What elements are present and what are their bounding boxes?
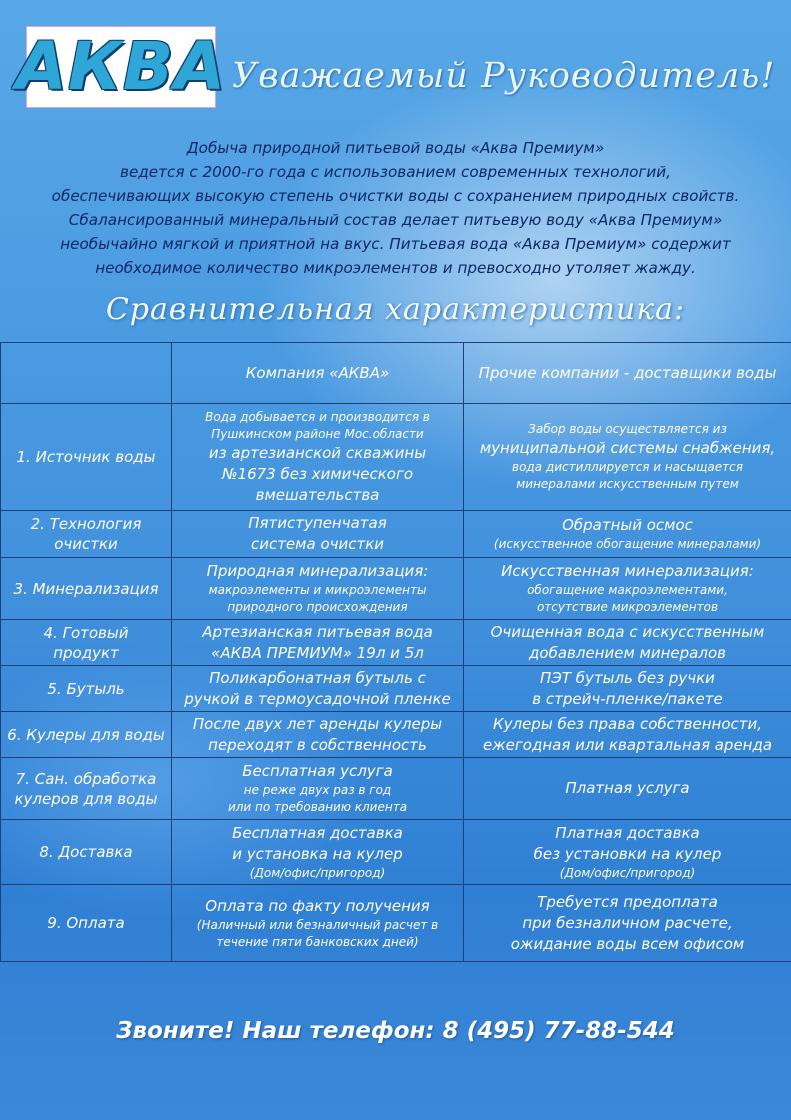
cell-line: 6. Кулеры для воды [7, 725, 165, 744]
intro-line: Сбалансированный минеральный состав делает питьевую воду «Аква Премиум» [68, 211, 723, 229]
table-row [1, 666, 791, 712]
cell-line: не реже двух раз в год [243, 783, 392, 797]
cell-line: 1. Источник воды [16, 448, 156, 466]
table-row [1, 620, 791, 666]
cell-line: природного происхождения [227, 600, 408, 614]
cell-line: ожидание воды всем офисом [510, 934, 745, 953]
cell-line: Забор воды осуществляется из [528, 422, 727, 436]
cell-line: без установки на кулер [533, 844, 722, 863]
row-label-cell [1, 620, 172, 666]
cell-line: вмешательства [255, 485, 380, 504]
cell-line: ежегодная или квартальная аренда [482, 735, 773, 754]
aqua-cell [172, 712, 464, 758]
table-row [1, 712, 791, 758]
cell-line: Очищенная вода с искусственным [490, 622, 765, 641]
table-row [1, 885, 791, 962]
cell-line: Требуется предоплата [537, 892, 718, 911]
aqua-cell [172, 511, 464, 558]
aqua-cell [172, 758, 464, 820]
cell-line: Пушкинском районе Мос.области [211, 426, 424, 441]
cell-line: Поликарбонатная бутыль с [209, 668, 426, 687]
cell-line: течение пяти банковских дней) [216, 934, 419, 949]
cell-line: 8. Доставка [39, 843, 133, 861]
intro-paragraph [40, 136, 751, 280]
cell-line: №1673 без химического [221, 464, 414, 483]
cell-line: вода дистиллируется и насыщается [512, 460, 743, 474]
intro-line: Добыча природной питьевой воды «Аква Премиум» [186, 139, 605, 157]
intro-line: ведется с 2000-го года с использованием современных технологий, [120, 163, 671, 181]
cell-line: переходят в собственность [208, 735, 427, 754]
row-label-cell [1, 712, 172, 758]
aqua-cell [172, 558, 464, 620]
cell-line: система очистки [250, 535, 385, 553]
cell-line: Бесплатная услуга [242, 762, 393, 780]
cell-line: продукт [53, 643, 119, 662]
intro-line: необычайно мягкой и приятной на вкус. Питьевая вода «Аква Премиум» содержит [60, 235, 731, 253]
cell-line: и установка на кулер [232, 844, 403, 863]
others-cell [464, 511, 791, 558]
intro-line: необходимое количество микроэлементов и превосходно утоляет жажду. [95, 259, 696, 277]
cell-line: Обратный осмос [562, 516, 693, 534]
table-header-row [1, 343, 791, 404]
cell-line: Кулеры без права собственности, [492, 714, 763, 733]
table-row [1, 758, 791, 820]
cell-line: Платная услуга [565, 779, 690, 797]
row-label-cell [1, 404, 172, 511]
table-row [1, 511, 791, 558]
headline: Уважаемый Руководитель! [232, 56, 776, 96]
aqua-cell [172, 885, 464, 962]
others-cell [464, 620, 791, 666]
cell-line: Бесплатная доставка [232, 823, 403, 842]
cell-line: Платная доставка [555, 823, 700, 842]
cell-line: при безналичном расчете, [522, 913, 733, 932]
cell-line: 2. Технология [30, 515, 142, 533]
header-cell-empty [1, 343, 172, 404]
cell-line: макроэлементы и микроэлементы [208, 583, 427, 597]
header-cell-others: Прочие компании - доставщики воды [464, 343, 791, 404]
cell-line: Искусственная минерализация: [501, 562, 754, 580]
logo-text: АКВА [15, 28, 227, 105]
aqua-cell [172, 620, 464, 666]
cell-line: Артезианская питьевая вода [202, 622, 433, 641]
aqua-cell [172, 666, 464, 712]
row-label-cell [1, 666, 172, 712]
cell-line: ПЭТ бутыль без ручки [540, 668, 715, 687]
others-cell [464, 758, 791, 820]
cell-line: Природная минерализация: [206, 562, 429, 580]
aqua-cell [172, 404, 464, 511]
cell-line: 9. Оплата [47, 914, 125, 932]
others-cell [464, 558, 791, 620]
table-row [1, 558, 791, 620]
header-cell-aqua: Компания «АКВА» [172, 343, 464, 404]
others-cell [464, 404, 791, 511]
cell-line: в стрейч-пленке/пакете [532, 689, 723, 708]
cell-line: Вода добывается и производится в [205, 409, 430, 424]
cell-line: (искусственное обогащение минералами) [493, 537, 762, 551]
row-label-cell [1, 820, 172, 885]
cell-line: (Дом/офис/пригород) [249, 865, 386, 880]
cell-line: минералами искусственным путем [516, 477, 739, 491]
cell-line: или по требованию клиента [227, 800, 408, 814]
table-row [1, 404, 791, 511]
cell-line: Оплата по факту получения [205, 896, 430, 915]
cell-line: «АКВА ПРЕМИУМ» 19л и 5л [211, 643, 424, 662]
aqua-cell [172, 820, 464, 885]
others-cell [464, 820, 791, 885]
cell-line: 5. Бутыль [47, 679, 125, 698]
phone-footer: Звоните! Наш телефон: 8 (495) 77-88-544 [116, 1018, 675, 1044]
cell-line: 4. Готовый [43, 623, 129, 642]
cell-line: добавлением минералов [529, 643, 726, 662]
cell-line: (Наличный или безналичный расчет в [196, 917, 439, 932]
row-label-cell [1, 758, 172, 820]
table-row [1, 820, 791, 885]
cell-line: (Дом/офис/пригород) [559, 865, 696, 880]
row-label-cell [1, 885, 172, 962]
cell-line: 3. Минерализация [13, 579, 159, 598]
others-cell [464, 885, 791, 962]
section-title: Сравнительная характеристика: [105, 292, 686, 327]
others-cell [464, 712, 791, 758]
cell-line: кулеров для воды [14, 789, 158, 808]
cell-line: очистки [54, 535, 118, 553]
cell-line: Пятиступенчатая [248, 514, 387, 532]
cell-line: обогащение макроэлементами, [527, 583, 728, 597]
logo [15, 26, 227, 108]
cell-line: После двух лет аренды кулеры [192, 714, 443, 733]
row-label-cell [1, 511, 172, 558]
comparison-table [0, 342, 791, 962]
intro-line: обеспечивающих высокую степень очистки воды с сохранением природных свойств. [51, 187, 740, 205]
cell-line: из артезианской скважины [208, 443, 427, 462]
cell-line: 7. Сан. обработка [15, 769, 157, 788]
row-label-cell [1, 558, 172, 620]
cell-line: отсутствие микроэлементов [536, 600, 719, 614]
cell-line: ручкой в термоусадочной пленке [184, 689, 451, 708]
others-cell [464, 666, 791, 712]
cell-line: муниципальной системы снабжения, [479, 439, 776, 457]
